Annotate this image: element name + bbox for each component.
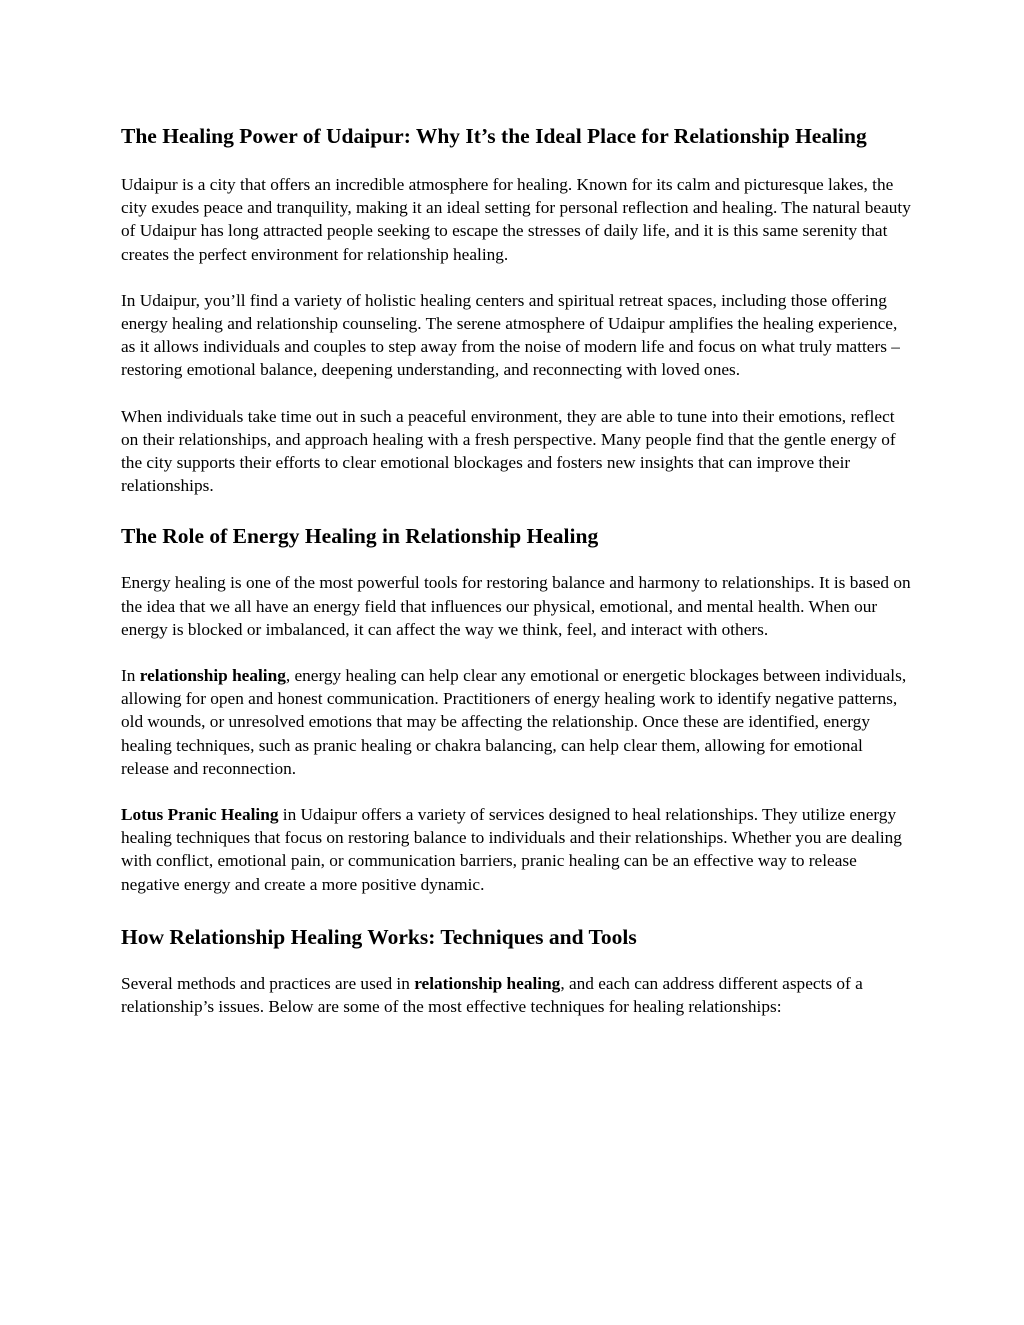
paragraph-body: in Udaipur offers a variety of services designed to heal relationships. They utilize energy healing techniques that focus on restoring balance to individuals and their relationships. Whether you are dealing with conflict, emotional pain, or communication barriers, pranic healing can be an effective way to release negative energy and create a more positive dynamic.: [121, 805, 902, 894]
section-heading-techniques: How Relationship Healing Works: Techniques and Tools: [121, 924, 637, 949]
paragraph-holistic-centers: In Udaipur, you’ll find a variety of holistic healing centers and spiritual retreat spaces, including those offering energy healing and relationship counseling. The serene atmosphere of Udaipur amplifies the healing experience, as it allows individuals and couples to step away from the noise of modern life and focus on what truly matters – restoring emotional balance, deepening understanding, and reconnecting with loved ones.: [121, 290, 900, 380]
document-page: [121, 118, 911, 1018]
bold-term-lotus-pranic-healing: Lotus Pranic Healing: [121, 805, 279, 825]
paragraph-peaceful-environment: When individuals take time out in such a peaceful environment, they are able to tune into their emotions, reflect on their relationships, and approach healing with a fresh perspective. Many people find that the gentle energy of the city supports their efforts to clear emotional blockages and fosters new insights that can improve their relationships.: [121, 406, 896, 496]
paragraph-prefix: Several methods and practices are used in: [121, 973, 415, 993]
paragraph-udaipur-atmosphere: Udaipur is a city that offers an incredible atmosphere for healing. Known for its calm and picturesque lakes, the city exudes peace and tranquility, making it an ideal setting for personal reflection and healing. The natural beauty of Udaipur has long attracted people seeking to escape the stresses of daily life, and it is this same serenity that creates the perfect environment for relationship healing.: [121, 175, 911, 264]
section-heading-energy-healing: The Role of Energy Healing in Relationship Healing: [121, 524, 599, 549]
paragraph-prefix: In: [121, 666, 140, 686]
paragraph-body: , energy healing can help clear any emotional or energetic blockages between individuals, allowing for open and honest communication. Practitioners of energy healing work to identify negative patterns, old wounds, or unresolved emotions that may be affecting the relationship. Once these are identified, energy healing techniques, such as pranic healing or chakra balancing, can help clear them, allowing for emotional release and reconnection.: [121, 666, 907, 778]
paragraph-lotus-pranic-healing: [121, 803, 911, 896]
bold-term-relationship-healing: relationship healing: [139, 666, 286, 686]
paragraph-methods: [121, 972, 911, 1018]
paragraph-body: , and each can address different aspects of a relationship’s issues. Below are some of the most effective techniques for healing relationships:: [121, 973, 863, 1017]
bold-term-relationship-healing: relationship healing: [414, 973, 561, 993]
section-heading-udaipur: The Healing Power of Udaipur: Why It’s the Ideal Place for Relationship Healing: [121, 124, 867, 148]
paragraph-relationship-healing: [121, 664, 911, 780]
paragraph-energy-healing-intro: Energy healing is one of the most powerful tools for restoring balance and harmony to relationships. It is based on the idea that we all have an energy field that influences our physical, emotional, and mental health. When our energy is blocked or imbalanced, it can affect the way we think, feel, and interact with others.: [121, 573, 911, 639]
